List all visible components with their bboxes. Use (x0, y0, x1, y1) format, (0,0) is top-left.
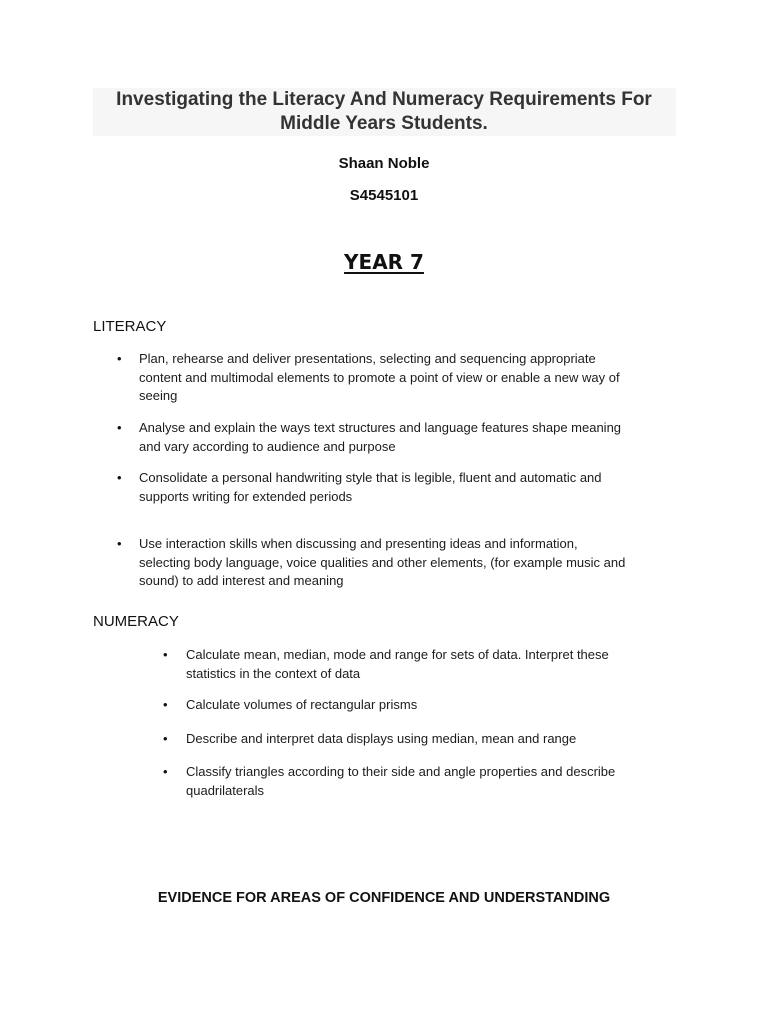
list-item-text (139, 419, 621, 456)
numeracy-list-item (186, 646, 609, 683)
list-item-line: Calculate mean, median, mode and range for sets of data. Interpret these (186, 647, 609, 662)
student-id: S4545101 (349, 187, 419, 204)
list-item-line: Analyse and explain the ways text structures and language features shape meaning (139, 420, 622, 435)
literacy-heading: LITERACY (93, 318, 167, 335)
list-item-line: content and multimodal elements to promote a point of view or enable a new way of (139, 369, 620, 385)
bullet-icon (163, 696, 168, 715)
bullet-icon (163, 763, 168, 782)
list-item-line: Classify triangles according to their side and angle properties and describe (186, 764, 616, 779)
document-title-line-1: Investigating the Literacy And Numeracy Requirements For (116, 89, 652, 110)
literacy-list-item (139, 469, 602, 506)
list-item-text (186, 696, 417, 715)
year-heading (0, 250, 768, 274)
bullet-icon (117, 350, 122, 369)
list-item-line: seeing (139, 388, 178, 403)
list-item-text (186, 646, 609, 683)
author-name: Shaan Noble (338, 155, 430, 172)
list-item-text (139, 469, 602, 506)
bullet-icon (163, 646, 168, 665)
list-item-text (186, 763, 615, 800)
list-item-line: Describe and interpret data displays using median, mean and range (186, 731, 577, 746)
bullet-icon (117, 469, 122, 488)
list-item-line: selecting body language, voice qualities and other elements, (for example music and (139, 554, 626, 570)
list-item-text (139, 350, 620, 406)
list-item-line: sound) to add interest and meaning (139, 573, 344, 588)
evidence-heading: EVIDENCE FOR AREAS OF CONFIDENCE AND UNDERSTANDING (157, 890, 611, 906)
list-item-line: statistics in the context of data (186, 665, 361, 681)
bullet-icon (163, 730, 168, 749)
numeracy-list-item (186, 763, 615, 800)
year-heading-text: YEAR 7 (344, 250, 424, 274)
list-item-line: Plan, rehearse and deliver presentations, selecting and sequencing appropriate (139, 351, 596, 366)
list-item-line: Calculate volumes of rectangular prisms (186, 697, 418, 712)
literacy-list-item (139, 350, 620, 406)
literacy-list-item (139, 535, 625, 591)
bullet-icon (117, 419, 122, 438)
bullet-icon (117, 535, 122, 554)
list-item-text (186, 730, 576, 749)
numeracy-list-item (186, 730, 576, 749)
numeracy-heading: NUMERACY (93, 613, 179, 630)
list-item-line: supports writing for extended periods (139, 488, 353, 504)
list-item-line: quadrilaterals (186, 782, 265, 798)
list-item-line: Use interaction skills when discussing and presenting ideas and information, (139, 536, 578, 551)
list-item-line: Consolidate a personal handwriting style that is legible, fluent and automatic and (139, 470, 602, 485)
list-item-line: and vary according to audience and purpose (139, 438, 396, 454)
document-title-line-2: Middle Years Students. (280, 113, 488, 134)
literacy-list-item (139, 419, 621, 456)
list-item-text (139, 535, 625, 591)
numeracy-list-item (186, 696, 417, 715)
